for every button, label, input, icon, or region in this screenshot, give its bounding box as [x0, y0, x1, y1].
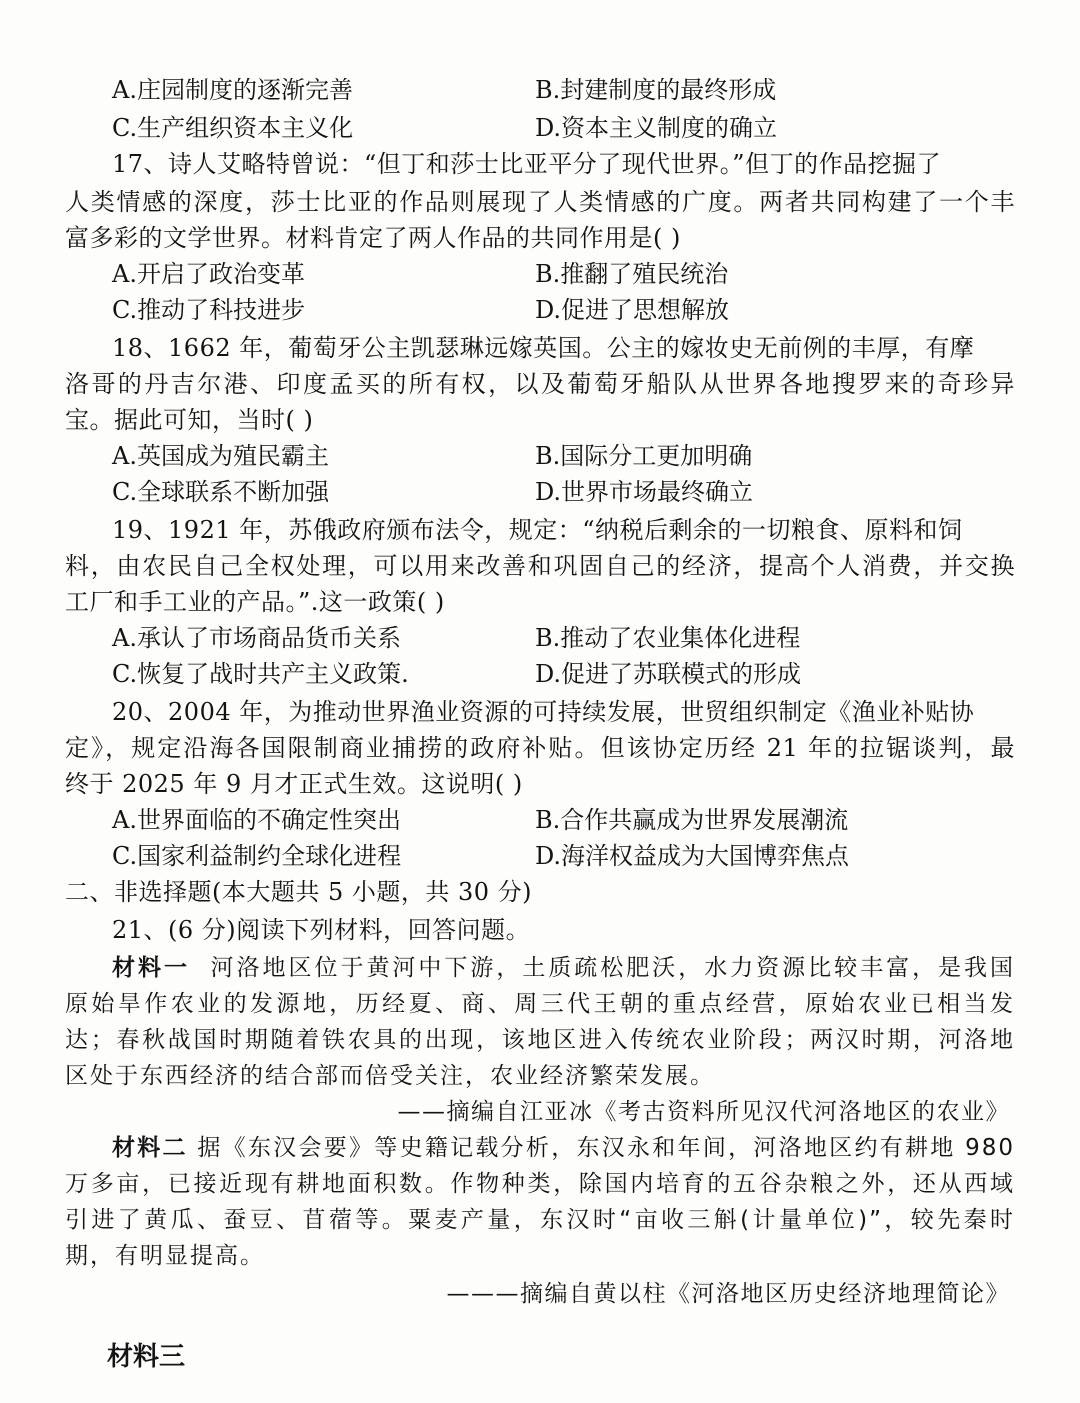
material-one-line-2: 原始旱作农业的发源地，历经夏、商、周三代王朝的重点经营，原始农业已相当发 — [65, 991, 1015, 1017]
q18-option-c: C.全球联系不断加强 — [112, 478, 330, 506]
q20-option-d: D.海洋权益成为大国博弈焦点 — [535, 842, 850, 870]
q17-option-b: B.推翻了殖民统治 — [535, 260, 729, 288]
q17-option-c: C.推动了科技进步 — [112, 296, 306, 324]
q18-option-b: B.国际分工更加明确 — [535, 442, 753, 470]
material-two-line-2: 万多亩，已接近现有耕地面积数。作物种类，除国内培育的五谷杂粮之外，还从西域 — [65, 1171, 1015, 1197]
q19-stem-line-1: 19、1921 年，苏俄政府颁布法令，规定：“纳税后剩余的一切粮食、原料和饲 — [112, 516, 963, 544]
material-one-line-4: 区处于东西经济的结合部而倍受关注，农业经济繁荣发展。 — [65, 1063, 715, 1089]
q18-stem-line-1: 18、1662 年，葡萄牙公主凯瑟琳远嫁英国。公主的嫁妆史无前例的丰厚，有摩 — [112, 334, 975, 362]
material-two-line-4: 期，有明显提高。 — [65, 1243, 265, 1269]
q19-option-b: B.推动了农业集体化进程 — [535, 624, 801, 652]
q16-option-d: D.资本主义制度的确立 — [535, 114, 778, 142]
material-one-line-3: 达；春秋战国时期随着铁农具的出现，该地区进入传统农业阶段；两汉时期，河洛地 — [65, 1027, 1015, 1053]
q16-option-a: A.庄园制度的逐渐完善 — [112, 76, 353, 104]
material-two-line-3: 引进了黄瓜、蚕豆、苜蓿等。粟麦产量，东汉时“亩收三斛(计量单位)”，较先秦时 — [65, 1207, 1015, 1233]
q18-option-d: D.世界市场最终确立 — [535, 478, 754, 506]
q19-stem-line-3: 工厂和手工业的产品。”.这一政策( ) — [65, 588, 445, 616]
q16-option-b: B.封建制度的最终形成 — [535, 76, 777, 104]
q20-option-c: C.国家利益制约全球化进程 — [112, 842, 402, 870]
q19-option-a: A.承认了市场商品货币关系 — [112, 624, 401, 652]
q20-option-b: B.合作共赢成为世界发展潮流 — [535, 806, 849, 834]
material-two-line-1 — [112, 1130, 1015, 1166]
q21-intro: 21、(6 分)阅读下列材料，回答问题。 — [112, 916, 531, 944]
material-two-source: ———摘编自黄以柱《河洛地区历史经济地理简论》 — [446, 1281, 1010, 1307]
q17-option-a: A.开启了政治变革 — [112, 260, 305, 288]
q16-option-c: C.生产组织资本主义化 — [112, 114, 354, 142]
material-three-label: 材料三 — [107, 1342, 186, 1372]
material-two-text-1: 据《东汉会要》等史籍记载分析，东汉永和年间，河洛地区约有耕地 980 — [197, 1135, 1016, 1161]
q18-stem-line-3: 宝。据此可知，当时( ) — [65, 406, 314, 434]
q20-stem-line-3: 终于 2025 年 9 月才正式生效。这说明( ) — [65, 770, 523, 798]
q20-stem-line-1: 20、2004 年，为推动世界渔业资源的可持续发展，世贸组织制定《渔业补贴协 — [112, 698, 975, 726]
material-one-label: 材料一 — [112, 955, 190, 981]
q17-option-d: D.促进了思想解放 — [535, 296, 730, 324]
q18-option-a: A.英国成为殖民霸主 — [112, 442, 329, 470]
q18-stem-line-2: 洛哥的丹吉尔港、印度孟买的所有权，以及葡萄牙船队从世界各地搜罗来的奇珍异 — [65, 370, 1015, 398]
material-two-label: 材料二 — [112, 1135, 188, 1161]
q17-stem-line-3: 富多彩的文学世界。材料肯定了两人作品的共同作用是( ) — [65, 224, 681, 252]
q19-option-d: D.促进了苏联模式的形成 — [535, 660, 802, 688]
material-one-line-1 — [112, 950, 1015, 986]
q20-stem-line-2: 定》，规定沿海各国限制商业捕捞的政府补贴。但该协定历经 21 年的拉锯谈判，最 — [65, 734, 1015, 762]
q17-stem-line-2: 人类情感的深度，莎士比亚的作品则展现了人类情感的广度。两者共同构建了一个丰 — [65, 188, 1015, 216]
q20-option-a: A.世界面临的不确定性突出 — [112, 806, 401, 834]
material-one-text-1: 河洛地区位于黄河中下游，土质疏松肥沃，水力资源比较丰富，是我国 — [210, 955, 1016, 981]
q17-stem-line-1: 17、诗人艾略特曾说：“但丁和莎士比亚平分了现代世界。”但丁的作品挖掘了 — [112, 150, 942, 178]
q19-stem-line-2: 料，由农民自己全权处理，可以用来改善和巩固自己的经济，提高个人消费，并交换 — [65, 552, 1015, 580]
material-one-source: ——摘编自江亚冰《考古资料所见汉代河洛地区的农业》 — [397, 1099, 1010, 1125]
section-two-heading: 二、非选择题(本大题共 5 小题，共 30 分) — [65, 878, 533, 906]
q19-option-c: C.恢复了战时共产主义政策. — [112, 660, 409, 688]
